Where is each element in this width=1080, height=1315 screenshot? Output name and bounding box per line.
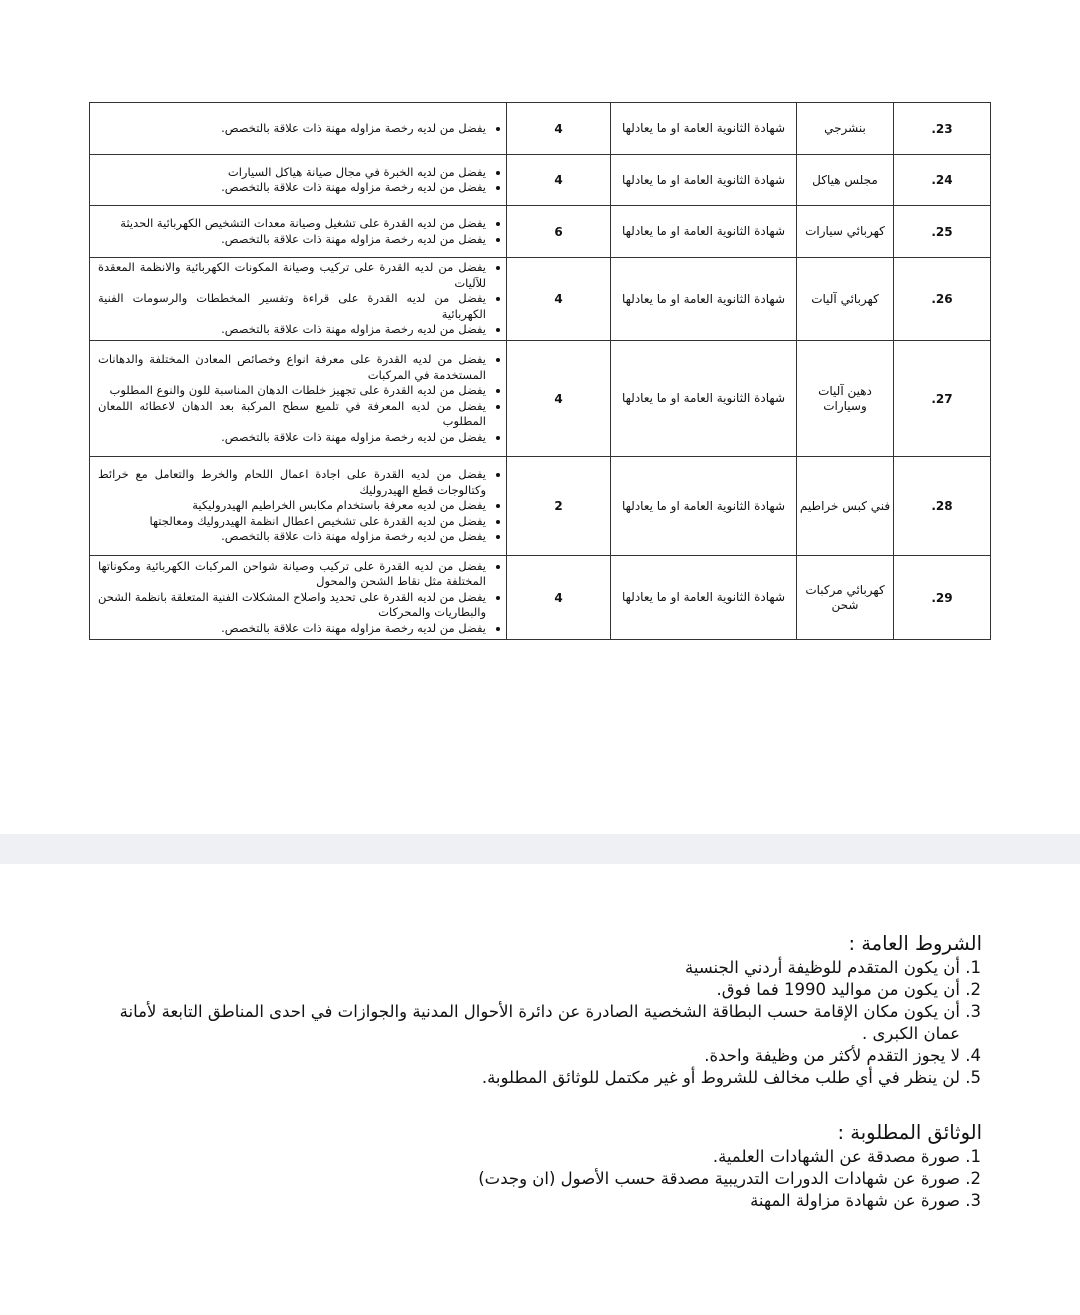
job-count: 4 <box>507 155 611 206</box>
condition-item: • يفضل من لديه رخصة مزاوله مهنة ذات علاقة بالتخصص. <box>98 180 486 196</box>
condition-item: • يفضل من لديه القدرة على تشغيل وصيانة معدات التشخيص الكهربائية الحديثة <box>98 216 486 232</box>
condition-item: • يفضل من لديه القدرة على قراءة وتفسير المخططات والرسومات الفنية الكهربائية <box>98 291 486 322</box>
job-qualification: شهادة الثانوية العامة او ما يعادلها <box>611 457 797 556</box>
required-documents <box>98 1120 982 1212</box>
job-conditions <box>90 206 507 258</box>
job-number: 23. <box>894 103 991 155</box>
condition-item: • يفضل من لديه رخصة مزاوله مهنة ذات علاقة بالتخصص. <box>98 529 486 545</box>
jobs-table <box>89 102 991 640</box>
condition-item: • يفضل من لديه القدرة على اجادة اعمال اللحام والخرط والتعامل مع خرائط وكتالوجات قطع الهيدروليك <box>98 467 486 498</box>
condition-item: • يفضل من لديه القدرة على معرفة انواع وخصائص المعادن المختلفة والدهانات المستخدمة في المركبات <box>98 352 486 383</box>
job-title: مجلس هياكل <box>797 155 894 206</box>
job-conditions <box>90 258 507 341</box>
table-row <box>90 258 991 341</box>
condition-item: • يفضل من لديه رخصة مزاوله مهنة ذات علاقة بالتخصص. <box>98 430 486 446</box>
condition-item: • يفضل من لديه القدرة على تشخيص اعطال انظمة الهيدروليك ومعالجتها <box>98 514 486 530</box>
table-row <box>90 206 991 258</box>
job-count: 6 <box>507 206 611 258</box>
job-number: 25. <box>894 206 991 258</box>
table-row <box>90 457 991 556</box>
table-row <box>90 341 991 457</box>
required-document-item: 2. صورة عن شهادات الدورات التدريبية مصدقة حسب الأصول (ان وجدت) <box>98 1168 960 1190</box>
job-number: 28. <box>894 457 991 556</box>
job-title: كهربائي مركبات شحن <box>797 556 894 640</box>
job-count: 4 <box>507 341 611 457</box>
required-document-item: 1. صورة مصدقة عن الشهادات العلمية. <box>98 1146 960 1168</box>
page-separator <box>0 834 1080 864</box>
job-conditions <box>90 155 507 206</box>
general-condition-item: 5. لن ينظر في أي طلب مخالف للشروط أو غير مكتمل للوثائق المطلوبة. <box>98 1067 960 1089</box>
job-number: 26. <box>894 258 991 341</box>
job-title: فني كبس خراطيم <box>797 457 894 556</box>
condition-item: • يفضل من لديه الخبرة في مجال صيانة هياكل السيارات <box>98 165 486 181</box>
condition-item: • يفضل من لديه رخصة مزاوله مهنة ذات علاقة بالتخصص. <box>98 322 486 338</box>
general-conditions <box>98 931 982 1089</box>
job-title: كهربائي سيارات <box>797 206 894 258</box>
job-qualification: شهادة الثانوية العامة او ما يعادلها <box>611 103 797 155</box>
condition-item: • يفضل من لديه رخصة مزاوله مهنة ذات علاقة بالتخصص. <box>98 621 486 637</box>
job-title: بنشرجي <box>797 103 894 155</box>
job-conditions <box>90 457 507 556</box>
job-number: 24. <box>894 155 991 206</box>
job-conditions <box>90 341 507 457</box>
job-qualification: شهادة الثانوية العامة او ما يعادلها <box>611 258 797 341</box>
general-condition-item: 3. أن يكون مكان الإقامة حسب البطاقة الشخصية الصادرة عن دائرة الأحوال المدنية والجوازات في احدى المناطق التابعة لأمانة عمان الكبرى . <box>98 1001 960 1045</box>
condition-item: • يفضل من لديه القدرة على تجهيز خلطات الدهان المناسبة للون والنوع المطلوب <box>98 383 486 399</box>
required-documents-heading: الوثائق المطلوبة : <box>837 1121 982 1144</box>
general-condition-item: 4. لا يجوز التقدم لأكثر من وظيفة واحدة. <box>98 1045 960 1067</box>
job-count: 2 <box>507 457 611 556</box>
required-document-item: 3. صورة عن شهادة مزاولة المهنة <box>98 1190 960 1212</box>
table-row <box>90 155 991 206</box>
job-number: 29. <box>894 556 991 640</box>
condition-item: • يفضل من لديه القدرة على تحديد واصلاح المشكلات الفنية المتعلقة بانظمة الشحن والبطاريات والمحركات <box>98 590 486 621</box>
job-title: كهربائي آليات <box>797 258 894 341</box>
general-condition-item: 1. أن يكون المتقدم للوظيفة أردني الجنسية <box>98 957 960 979</box>
condition-item: • يفضل من لديه رخصة مزاوله مهنة ذات علاقة بالتخصص. <box>98 121 486 137</box>
condition-item: • يفضل من لديه معرفة باستخدام مكابس الخراطيم الهيدروليكية <box>98 498 486 514</box>
job-conditions <box>90 103 507 155</box>
job-count: 4 <box>507 556 611 640</box>
job-qualification: شهادة الثانوية العامة او ما يعادلها <box>611 155 797 206</box>
job-count: 4 <box>507 258 611 341</box>
job-qualification: شهادة الثانوية العامة او ما يعادلها <box>611 341 797 457</box>
table-row <box>90 556 991 640</box>
job-conditions <box>90 556 507 640</box>
job-qualification: شهادة الثانوية العامة او ما يعادلها <box>611 206 797 258</box>
condition-item: • يفضل من لديه المعرفة في تلميع سطح المركبة بعد الدهان لاعطائه اللمعان المطلوب <box>98 399 486 430</box>
job-qualification: شهادة الثانوية العامة او ما يعادلها <box>611 556 797 640</box>
general-condition-item: 2. أن يكون من مواليد 1990 فما فوق. <box>98 979 960 1001</box>
condition-item: • يفضل من لديه القدرة على تركيب وصيانة المكونات الكهربائية والانظمة المعقدة للآليات <box>98 260 486 291</box>
table-row <box>90 103 991 155</box>
job-title: دهين آليات وسيارات <box>797 341 894 457</box>
general-conditions-heading: الشروط العامة : <box>848 932 982 955</box>
job-count: 4 <box>507 103 611 155</box>
condition-item: • يفضل من لديه رخصة مزاوله مهنة ذات علاقة بالتخصص. <box>98 232 486 248</box>
job-number: 27. <box>894 341 991 457</box>
condition-item: • يفضل من لديه القدرة على تركيب وصيانة شواحن المركبات الكهربائية ومكوناتها المختلفة مثل نقاط الشحن والمحول <box>98 559 486 590</box>
